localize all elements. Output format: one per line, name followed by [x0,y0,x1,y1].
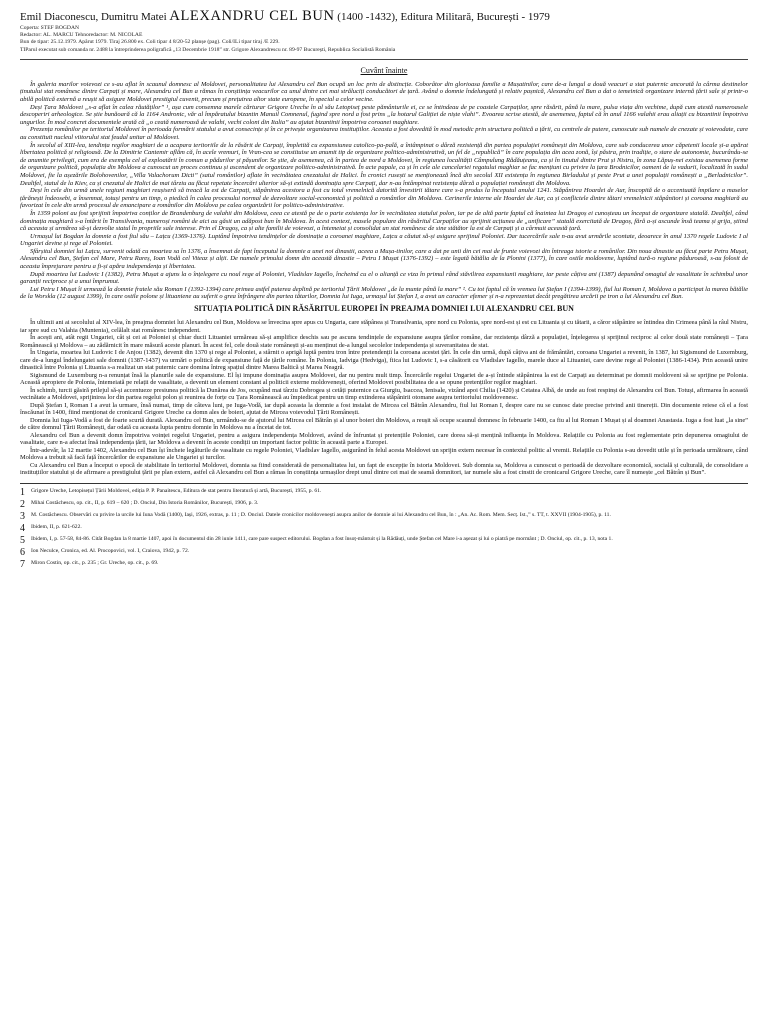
paragraph: Sigismund de Luxemburg n-a renunțat însă la planurile sale de expansiune. El își impune dominația asupra Moldovei, dar nu pentru mult timp. Încercările regelui Ungariei de a-și întinde stăpânirea la est de Carpați au determinat pe domnii moldoveni să se sprijine pe Polonia. Această apropiere de Polonia, întemeiată pe relații de vasalitate, a devenit un element constant al politicii externe moldovenești, oferind Moldovei posibilitatea de a se opune pretențiilor regilor maghiari. [20,371,748,387]
footnote [20,524,748,533]
paragraph: În 1359 poloni au fost sprijinit împotriva conților de Brandenburg de valahii din Moldova, ceea ce atestă pe de o parte existența lor în vecinătatea statului polon, iar pe de altă parte faptul că înaintea lui Dragoș ei cunoșteau un început de organizare statală. Dealtfel, când dominația maghiară s-a întărit în Transilvania, numeroși români de aici au găsit un adăpost bun în Moldova. În acest context, masele populare din răsăritul Carpaților au sprijinit acțiunea de „unificare” statală exercitată de Dragoș, fără a-și ascunde însă teama și grija, știind că aceasta și urmărea să-și dezvolte statul în propriile sale interese. Prin el Dragoș, ca și alte familii de voievozi, a întemeiat și consolidat un stat românesc de sine stătător la est de Carpați și a cârmuit această țară. [20,209,748,233]
foreword-heading: Cuvânt înainte [360,65,408,75]
paragraph: Cu Alexandru cel Bun a început o epocă de stabilitate în teritoriul Moldovei, domnia sa fiind considerată de personalitatea lui, un fapt de excepție în istoria Moldovei. Sub domnia sa, Moldova a cunoscut o perioadă de dezvoltare economică, socială și culturală, de consolidare a instituțiilor statului și de afirmare a prestigiului țării pe plan extern, astfel că Alexandru cel Bun a rămas în conștiința urmașilor drept unul dintre cei mai de seamă domnitori, iar numele său a fost cinstit de cronicarul Grigore Ureche, care îl numește „cel Bătrân și Bun”. [20,461,748,477]
paragraph: În galeria marilor voievozi ce s-au aflat în scaunul domnesc al Moldovei, personalitatea lui Alexandru cel Bun ocupă un loc prin de distincție. Coborâtor din glorioasa familie a Mușatinilor, care de-a lungul a două veacuri a stat puternic ancorată la cârma destinelor ținutului stat românesc dintre Carpați și mare, Alexandru cel Bun a rămas în conștiința veacurilor ca unul dintre cei mai străluciți conducători de țară. Având o domnie îndelungată și relativ pașnică, Alexandru cel Bun a dat o temeinică organizare internă țării sale și printr-o abilă politică externă a reușit să asigure Moldovei prestigiul cuvenit, precum și prețuirea altor state europene, în special a celor vecine. [20,80,748,103]
footnote-text: M. Costăchescu. Observări cu privire la urcile lui Iuna Vodă (1400), Iași, 1926, extras, p. 11 ; D. Onciul. Datele cronicilor moldovenești asupra anilor de domnie ai lui Alexandru cel Bun, în : „An. Ac. Rom. Mem. Secț. Ist.,” s. TT, t. XXVII (1904-1905), p. 11. [31,511,611,518]
paragraph: Într-adevăr, la 12 martie 1402, Alexandru cel Bun își încheie legăturile de vasalitate cu regele Poloniei, Vladislav Iagello, asigurând în felul acesta Moldovei un sprijin extern necesar în contextul politic al vremii. Relațiile cu Polonia s-au dovedit utile și în perioada următoare, când Moldova a trebuit să facă față încercărilor de expansiune ale Ungariei și turcilor. [20,446,748,462]
footnote-text: Mihai Costăchescu, op. cit., II, p. 619 – 620 ; D. Onciul, Din Istoria Românilor, București, 1906, p. 3. [31,499,259,506]
paragraph: În acești ani, atât regii Ungariei, cât și cei ai Poloniei și chiar ducii Lituaniei urmăreau să-și amplifice deschis sau pe ascuns tendințele de expansiune asupra țărilor române, dar rezistența dârză a populației, înțelegerea și sprijinul reciproc al celor două state românești – Țara Românească și Moldova – au zădărnicit în mare măsură aceste planuri. În acest fel, cele două state românești și-au menținut de-a lungul secolelor independența și suveranitatea de stat. [20,334,748,349]
footnote-number: 1 [20,486,25,498]
book-title-line [20,8,748,25]
paragraph: Prezența românilor pe teritoriul Moldovei în perioada formării statului a avut consecințe și în ce privește organizarea instituțiilor. Aceasta a fost dovedită în mod metodic prin structura politică a țării, cu centrele de putere, cunoscute sub numele de cnezate și voievodate, care au constituit nucleul viitorului stat feudal unitar al Moldovei. [20,126,748,141]
footnote-number: 6 [20,546,25,558]
footnote-text: Grigore Ureche, Letopisețul Țării Moldovei, ediția P. P. Panaitescu, Editura de stat pentru literatură și artă, București, 1955, p. 61. [31,487,322,494]
footnotes [20,488,748,569]
footnote-number: 4 [20,522,25,534]
footnote [20,500,748,509]
footnote [20,560,748,569]
paragraph: Deși Țara Moldovei „s-a aflat în calea răutăților” ¹, așa cum consemna marele cărturar Grigore Ureche în al său Letopiseț peste pământurile ei, ce se întindeau de pe coastele Carpaților, spre răsărit, până la mare, pulsa viața din vechime, după cum atestă numeroasele descoperiri arheologice. Se știe bunăoară că la 1164 Andronic, văr al împăratului bizantin Manuil Comnenul, fugind spre nord a fost prins „la hotarul Galiției de niște vlahi”. Evoarea scrise atestă, de asemenea, faptul că în anul 1166 valahii erau aliații cu bizantinii împotriva ungurilor. În mod concret documentele arată că „o ceată numeroasă de valahi, vechi coloni din Italia” au ajutat bizantinii împotriva coroanei maghiare. [20,103,748,126]
paragraph: Domnia lui Iuga-Vodă a fost de foarte scurtă durată. Alexandru cel Bun, urmându-se de ajutorul lui Mircea cel Bătrân și al unor boieri din Moldova, a reușit să ocupe scaunul domnesc în februarie 1400, ca fiu al lui Roman I Mușat și al doamnei Anastasia. Iuga a fost luat „la sine” de către domnul Țării Românești, dar odată cu aceasta lupta pentru domnie în Moldova nu a încetat de tot. [20,416,748,432]
paragraph: Sfârșitul domniei lui Lațcu, survenit odată cu moartea sa în 1376, a însemnat de fapt începutul la domnie a unei noi dinastii, aceea a Mușa-tinilor, care a dat pe unii din cei mai de frunte voievozi din întreaga istorie a românilor. Din noua dinastie au făcut parte Petru Mușat, Alexandru cel Bun, Ștefan cel Mare, Petru Rareș, Ioan Vodă cel Viteaz și alții. De numele primului domn din această dinastie – Petru I Mușat (1376-1392) – este legată bătălia de la Plonini (1377), în care ostile moldovene, luptând tură-o regiune păduroasă, s-au folosit de aceasta împrejurare pentru a fi-și apăra independența și libertatea. [20,247,748,271]
paragraph: După moartea lui Ludovic I (1382), Petru Mușat a ajuns la o înțelegere cu noul rege al Poloniei, Vladislav Iagello, încheind cu el o alianță ce viza în primul rând stăvilirea expansiunii maghiare, iar peste câțiva ani (1387) depunând omagiul de vasalitate în schimbul unor garanții reciproce și a unui împrumut. [20,270,748,286]
footnote-text: Ibidem, II, p. 621-622. [31,523,82,530]
footnote [20,548,748,557]
paragraph: În secolul al XIII-lea, tendința regilor maghiari de a acapara teritoriile de la răsărit de Carpați, împletită cu expansiunea catolico-pa-pală, a întâmpinat o dârză rezistență din partea populației românești din Moldova, care sub conducerea unor căpetenii locale și-a apărat libertatea politică și religioasă. De la Dimitrie Cantemir aflăm că, în acele vremuri, în Vran-cea se constituise un anumit tip de organizare politico-administrativă, un fel de „republică” în care populația din acea zonă, își păstra, prin tradiție, o stare de autonomie, bucurându-se de anumite privilegii, cum era de exemplu cel al exploatării în comun a pădurilor și pășunilor. Se știe, de asemenea, că în partea de nord a Moldovei, în regiunea localității Câmpulung Rădăuțeanu, ca și în tinutul dintre Prut și Nistru, în zona Lăpuș-nei existau asemenea forme de organizare politică, populația din Moldova a cunoscut un proces continuu și ascendent de organizare politico-administrativă. În acte papale, ca și în cele ale cancelariei regatului maghiar se fac mențiuni cu privire la țara Brodnicilor, oameni de la vadurii, localizată în sudul Moldovei, fie la așezările Bolohovenilor, „Villa Valachorum Dicti” (satul românilor) aflate în vecinătatea cnezatului de Halici. În cronici rusești se menționează încă din secolul XII existența în regiunea Birladului și peste Prut a unei populații românești a „Berladnicilor”. Dealtfel, statul de la Kiev, ca și cnezatul de Halici de mai târziu au făcut repetate încercări ulterior să-și extindă dominația spre Carpați, dar n-au întâmpinat rezistența dârză a populației românești din Moldova. [20,141,748,187]
footnote-text: Ibidem, I, p. 57-58, 84-86. Cităt Bogdan la 8 martie 1407, apoi în documentul din 28 iunie 1411, care pare suspect editorului. Bogdan a fost însoț-mântuit și la Rădăuți, unde Ștefan cel Mare i-a așezat și lui o piatră pe mormânt ; D. Onciul, op. cit., p. 13, nota 1. [31,535,613,542]
footnote-number: 5 [20,534,25,546]
colophon [20,25,748,54]
footnote-divider [20,483,748,484]
reign-years: (1400 -1432), [337,11,398,23]
publisher: Editura Militară, București - 1979 [400,11,550,23]
footnote [20,512,748,521]
paragraph: După Ștefan I, Roman I a avut la urmare, însă numai, timp de câteva luni, pe Iuga-Vodă, iar după aceasta la domnie a fost instalat de Mircea cel Bătrân Alexandru, fiul lui Roman I, despre care nu se cunosc date precise privind anii tinereții. Din documente reiese că el a fost înscăunat în 1400, fiind menționat de cronicarul Grigore Ureche ca domn ales de boieri, ajutat de Mircea voievodul Țării Românești. [20,401,748,417]
colophon-line: Redactor: AL. MARCU Tehnoredactor: M. NICOLAE [20,32,143,39]
paragraph: În Ungaria, moartea lui Ludovic I de Anjou (1382), devenit din 1370 și rege al Poloniei, a stârnit o aprigă luptă pentru tron între pretendenții la coroana acestei țări. În cele din urmă, după câțiva ani de frământări, coroana Ungariei a revenit, în 1387, lui Sigismund de Luxemburg, care de-a lungul îndelungatei sale domnii (1387-1437) va urmări o politică de expansiune față de țările române. În Polonia, Iadviga (Hedviga), fiica lui Ludovic I, s-a căsătorit cu Vladislav Iagello, marele duce al Lituaniei, care devine rege al Poloniei (1386-1434). Prin această unire dinastică între Polonia și Lituania s-a realizat un stat puternic care domina întreg spațiul dintre Marea Baltică și Marea Neagră. [20,349,748,372]
footnote [20,536,748,545]
section [20,304,748,477]
footnote-text: Miron Costin, op. cit., p. 235 ; Gr. Ureche, op. cit., p. 69. [31,559,159,566]
book-title: ALEXANDRU CEL BUN [169,8,335,24]
footnote-number: 7 [20,558,25,570]
document-page [20,8,748,1016]
paragraph: Alexandru cel Bun a devenit domn împotriva voinței regelui Ungariei, pentru a asigura independența Moldovei, având de înfruntat și pretențiile Poloniei, care dorea să-și mențină influența în Moldova. Relațiile cu Polonia au fost reglementate prin depunerea omagiului de vasalitate, care n-a afectat însă independența țării, iar Moldova a devenit în aceste condiții un important factor politic în această parte a Europei. [20,431,748,447]
colophon-line: TIParul executat sub comanda nr. 2488 la întreprinderea poligrafică „13 Decembrie 1918” str. Grigore Alexandrescu nr. 89-97 București, Republica Socialistă România [20,46,396,53]
paragraph: Deși în cele din urmă unele regiuni maghiari reușiseră să treacă la est de Carpați, stăpânirea acestora a fost cu totul vremelnică datorită învestirii tătare care s-a produs la începutul anului 1241. Stăpânirea Hoardei de Aur, înscopită de o accentuată împilare a maselor țărănești îndeosebi, a însemnat, totuși pentru un timp, o piedică în calea procesului normal de dezvoltare social-economică și politică a românilor din Moldova. Cerinerile interne ale Hoardei de Aur, ca și conflictele dintre tătari vremelnicii stăpânitori și coroana maghiară au favorizat în cele din urmă procesul de emancipare a românilor din Moldova pe calea organizării lor politico-administrative. [20,187,748,210]
footnote-number: 2 [20,498,25,510]
footnote [20,488,748,497]
paragraph: Lui Petru I Mușat îi urmează la domnie fratele său Roman I (1392-1394) care primea astfel puterea deplină pe teritoriul Țării Moldovei „de la munte până la mare” ². Cu tot faptul că în vremea lui Ștefan I (1394-1399), fiul lui Roman I, Moldova a participat la marea bătălie de la Worskla (12 august 1399), în care ostile polone și lituaniene au suferit o grea înfrângere din partea tătarilor, Domnia lui Iuga, urmașul lui Ștefan I, a avut un caracter efemer și n-a reprezentat decât pregătirea urcării pe tron a lui Alexandru cel Bun. [20,285,748,301]
divider [20,59,748,60]
foreword-body [20,81,748,301]
authors: Emil Diaconescu, Dumitru Matei [20,11,167,23]
paragraph: În ultimii ani ai secolului al XIV-lea, în preajma domniei lui Alexandru cel Bun, Moldova se învecina spre apus cu Ungaria, care stăpânea și Transilvania, spre nord cu Polonia, spre nord-est și est cu Lituania și cu tătarii, a căror stăpânire se întindea din Crimeea până la râul Nistru, iar spre sud cu Valahia (Muntenia), celălalt stat românesc independent. [20,319,748,334]
colophon-line: Coperta: STEF BOGDAN [20,25,80,31]
footnote-text: Ion Neculce, Cronica, ed. Al. Procopovici, vol. I, Craiova, 1942, p. 72. [31,547,190,554]
paragraph: Urmașul lui Bogdan la domnie a fost fiul său – Lațcu (1369-1376). Luptând împotriva tendințelor de dominație a coroanei maghiare, Lațcu a căutat să-și asigure sprijinul Poloniei. Dar tucercările sale n-au avut urmările scontate, deoarece în anul 1370 regele Ludovic I al Ungariei devine și rege al Poloniei. [20,232,748,248]
footnote-number: 3 [20,510,25,522]
colophon-line: Bun de tipar: 25.12.1979. Apărut 1979. Tiraj 26.800 ex. Coli tipar 4 8/20-52 planșe (pag). Coli/ILi tipar tiraj /E 229. [20,39,280,46]
paragraph: În schimb, turcii găsiră prilejul să-și accentueze presiunea politică la Dunărea de Jos, ocupând mai târziu Dobrogea și cetăți puternice ca Giurgiu, Isaccea, Ienisale, vizând apoi Chilia (1420) și Cetatea Albă, de unde au fost respinși de Alexandru cel Bun. Totuși, afirmarea în această vecinătate a Moldovei, sprijinirea lor din partea regelui polon și reunirea de forțe cu Țara Românească au împiedicat pentru un timp extinderea stăpânirii otomane asupra teritoriului moldovenesc. [20,386,748,402]
section-heading: SITUAȚIA POLITICĂ DIN RĂSĂRITUL EUROPEI ÎN PREAJMA DOMNIEI LUI ALEXANDRU CEL BUN [194,304,574,314]
